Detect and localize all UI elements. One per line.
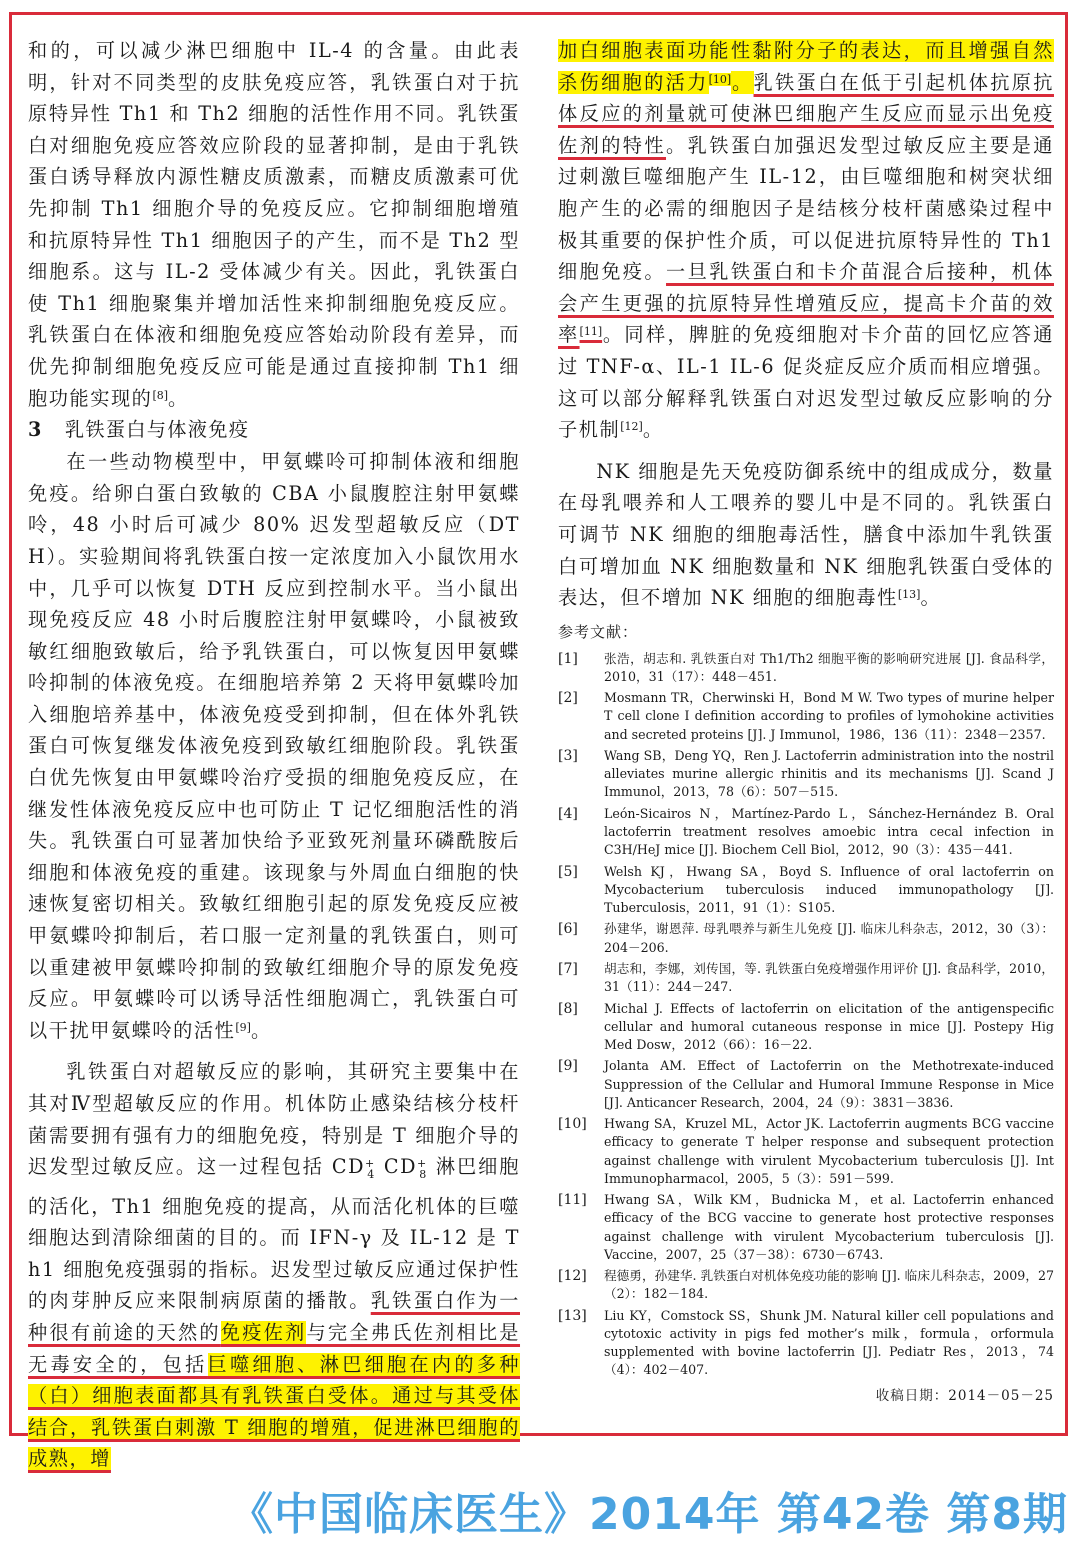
reference-item: [6] 孙建华，谢恩萍. 母乳喂养与新生儿免疫 [J]. 临床儿科杂志，2012，30（3）：204－206. — [558, 921, 1054, 955]
reference-item: [2] Mosmann TR，Cherwinski H，Bond M W. Two types of murine helper T cell clone I definition according to profiles of lymohokine activities and secreted proteins [J]. J Immunol，1986，136（11）：2348－2357. — [558, 690, 1054, 742]
references-title: 参考文献： — [558, 622, 639, 641]
citation: [11] — [579, 325, 603, 339]
page-frame — [9, 12, 1068, 1471]
reference-item: [8] Michal J. Effects of lactoferrin on elicitation of the antigenspecific cellular and humoral cutaneous response in mice [J]. Postepy Hig Med Dosw，2012（66）：16－22. — [558, 1000, 1054, 1053]
reference-item: [12] 程德勇，孙建华. 乳铁蛋白对机体免疫功能的影响 [J]. 临床儿科杂志，2009，27（2）：182－184. — [558, 1268, 1054, 1302]
citation: [8] — [152, 388, 169, 402]
reference-item: [3] Wang SB，Deng YQ，Ren J. Lactoferrin administration into the nostril alleviates murine allergic rhinitis and its mechanisms [J]. Scand J Immunol，2013，78（6）：507－515. — [558, 748, 1054, 800]
highlighted-text: 免疫佐剂 — [220, 1320, 307, 1344]
reference-item: [5] Welsh KJ，Hwang SA，Boyd S. Influence of oral lactoferrin on Mycobacterium tuberculosis induced immunopathology [J]. Tuberculosis，2011，91（1）：S105. — [558, 863, 1054, 916]
section-heading — [28, 414, 520, 446]
paragraph-hypersensitivity: 乳铁蛋白对超敏反应的影响，其研究主要集中在其对Ⅳ型超敏反应的作用。机体防止感染结核分枝杆菌需要拥有强有力的细胞免疫，特别是 T 细胞介导的迟发型过敏反应。这一过程包括 $CD^+_4$ $CD^+_8$ 淋巴细胞的活化，Th1 细胞免疫的提高，从而活化机体的巨噬细胞达到清除细菌的目的。而 IFN-γ 及 IL-12 是 Th1 细胞免疫强弱的指标。迟发型过敏反应通过保护性的肉芽肿反应来限制病原菌的播散。乳铁蛋白作为一种很有前途的天然的免疫佐剂与完全弗氏佐剂相比是无毒安全的，包括巨噬细胞、淋巴细胞在内的多种（白）细胞表面都具有乳铁蛋白受体。通过与其受体结合，乳铁蛋白刺激 T 细胞的增殖，促进淋巴细胞的成熟，增 — [28, 1060, 521, 1471]
reference-item: [1] 张浩，胡志和. 乳铁蛋白对 Th1/Th2 细胞平衡的影响研究进展 [J]. 食品科学，2010，31（17）：448－451. — [558, 650, 1054, 684]
reference-item: [7] 胡志和，李娜，刘传国，等. 乳铁蛋白免疫增强作用评价 [J]. 食品科学，2010，31（11）：244－247. — [558, 961, 1054, 995]
paragraph-th1-th2: 和的，可以减少淋巴细胞中 IL-4 的含量。由此表明，针对不同类型的皮肤免疫应答，乳铁蛋白对于抗原特异性 Th1 和 Th2 细胞的活性作用不同。乳铁蛋白对细胞免疫应答效应阶段的显著抑制，是由于乳铁蛋白诱导释放内源性糖皮质激素，而糖皮质激素可优先抑制 Th1 细胞介导的免疫反应。它抑制细胞增殖和抗原特异性 Th1 细胞因子的产生，而不是 Th2 型细胞系。这与 IL-2 受体减少有关。因此，乳铁蛋白使 Th1 细胞聚集并增加活性来抑制细胞免疫反应。乳铁蛋白在体液和细胞免疫应答始动阶段有差异，而优先抑制细胞免疫反应可能是通过直接抑制 Th1 细胞功能实现的[8]。 — [28, 39, 520, 410]
underlined-text: 乳铁蛋白作为一种很有前途的天然的 — [28, 1289, 520, 1344]
paragraph-nk-cells: NK 细胞是先天免疫防御系统中的组成成分，数量在母乳喂养和人工喂养的婴儿中是不同的。乳铁蛋白可调节 NK 细胞的细胞毒活性，膳食中添加牛乳铁蛋白可增加血 NK 细胞数量和 NK 细胞乳铁蛋白受体的表达，但不增加 NK 细胞的细胞毒性[13]。 — [558, 459, 1054, 610]
reference-item: [11] Hwang SA，Wilk KM，Budnicka M，et al. Lactoferrin enhanced efficacy of the BCG vaccine to generate host protective responses against challenge with virulent Mycobacterium tuberculosis [J]. Vaccine，2007，25（37－38）：6730－6743. — [558, 1192, 1054, 1262]
left-column — [28, 35, 520, 1475]
right-column — [558, 35, 1054, 1408]
reference-item: [9] Jolanta AM. Effect of Lactoferrin on the Methotrexate-induced Suppression of the Cellular and Humoral Immune Response in Mice [J]. Anticancer Research，2004，24（9）：3831－3836. — [558, 1058, 1054, 1110]
citation: [13] — [897, 588, 921, 602]
journal-footer: 《中国临床医生》2014年 第42卷 第8期 — [229, 1489, 1068, 1540]
paragraph-methotrexate: 在一些动物模型中，甲氨蝶呤可抑制体液和细胞免疫。给卵白蛋白致敏的 CBA 小鼠腹腔注射甲氨蝶呤，48 小时后可减少 80% 迟发型超敏反应（DTH）。实验期间将乳铁蛋白按一定浓度加入小鼠饮用水中，几乎可以恢复 DTH 反应到控制水平。当小鼠出现免疫反应 48 小时后腹腔注射甲氨蝶呤，小鼠被致敏红细胞致敏后，给予乳铁蛋白，可以恢复因甲氨蝶呤抑制的体液免疫。在细胞培养第 2 天将甲氨蝶呤加入细胞培养基中，体液免疫受到抑制，但在体外乳铁蛋白可恢复继发体液免疫到致敏红细胞阶段。乳铁蛋白优先恢复由甲氨蝶呤治疗受损的细胞免疫反应，在继发性体液免疫反应中也可防止 T 记忆细胞活性的消失。乳铁蛋白可显著加快给予亚致死剂量环磷酰胺后细胞和体液免疫的重建。该现象与外周血白细胞的快速恢复密切相关。致敏红细胞引起的原发免疫反应被甲氨蝶呤抑制后，若口服一定剂量的乳铁蛋白，则可以重建被甲氨蝶呤抑制的致敏红细胞介导的原发免疫反应。甲氨蝶呤可以诱导活性细胞凋亡，乳铁蛋白可以干扰甲氨蝶呤的活性[9]。 — [28, 450, 520, 1042]
citation: [12] — [620, 420, 643, 434]
underlined-text: 一旦乳铁蛋白和卡介苗混合后接种，机体会产生更强的抗原特异性增殖反应，提高卡介苗的效率 — [558, 260, 1054, 347]
underlined-text: 乳铁蛋白在低于引起机体抗原抗体反应的剂量就可使淋巴细胞产生反应而显示出免疫佐剂的特性 — [558, 70, 1054, 157]
highlighted-text: 巨噬细胞、淋巴细胞在内的多种（白）细胞表面都具有乳铁蛋白受体。通过与其受体结合，乳铁蛋白刺激 T 细胞的增殖，促进淋巴细胞的成熟，增 — [28, 1352, 520, 1471]
citation: [9] — [235, 1020, 251, 1034]
section-title: 乳铁蛋白与体液免疫 — [64, 418, 250, 442]
reference-list — [558, 650, 1054, 1380]
reference-item: [10] Hwang SA，Kruzel ML，Actor JK. Lactoferrin augments BCG vaccine efficacy to generate T helper response and subsequent protection against challenge with virulent Mycobacterium tuberculosis [J]. Int Immunopharmacol，2005，5（3）：591－599. — [558, 1116, 1054, 1186]
reference-item: [13] Liu KY，Comstock SS，Shunk JM. Natural killer cell populations and cytotoxic activity in pigs fed mother’s milk，formula，orformula supplemented with bovine lactoferrin [J]. Pediatr Res，2013，74（4）：402－407. — [558, 1307, 1054, 1378]
citation: [10] — [708, 72, 732, 86]
underlined-text: 与完全弗氏佐剂相比是无毒安全的，包括 — [28, 1320, 521, 1376]
section-number: 3 — [28, 418, 43, 442]
highlighted-text: 加白细胞表面功能性黏附分子的表达，而且增强自然杀伤细胞的活力 — [558, 39, 1054, 94]
received-date: 收稿日期：2014－05－25 — [875, 1387, 1054, 1404]
paragraph-adjuvant: 加白细胞表面功能性黏附分子的表达，而且增强自然杀伤细胞的活力[10]。乳铁蛋白在低于引起机体抗原抗体反应的剂量就可使淋巴细胞产生反应而显示出免疫佐剂的特性。乳铁蛋白加强迟发型过敏反应主要是通过刺激巨噬细胞产生 IL-12，由巨噬细胞和树突状细胞产生的必需的细胞因子是结核分枝杆菌感染过程中极其重要的保护性介质，可以促进抗原特异性的 Th1 细胞免疫。一旦乳铁蛋白和卡介苗混合后接种，机体会产生更强的抗原特异性增殖反应，提高卡介苗的效率[11]。同样，脾脏的免疫细胞对卡介苗的回忆应答通过 TNF-α、IL-1 IL-6 促炎症反应介质而相应增强。这可以部分解释乳铁蛋白对迟发型过敏反应影响的分子机制[12]。 — [558, 39, 1054, 442]
reference-item: [4] León-Sicairos N，Martínez-Pardo L，Sánchez-Hernández B. Oral lactoferrin treatment resolves amoebic intra cecal infection in C3H/HeJ mice [J]. Biochem Cell Biol，2012，90（3）：435－441. — [558, 805, 1054, 858]
